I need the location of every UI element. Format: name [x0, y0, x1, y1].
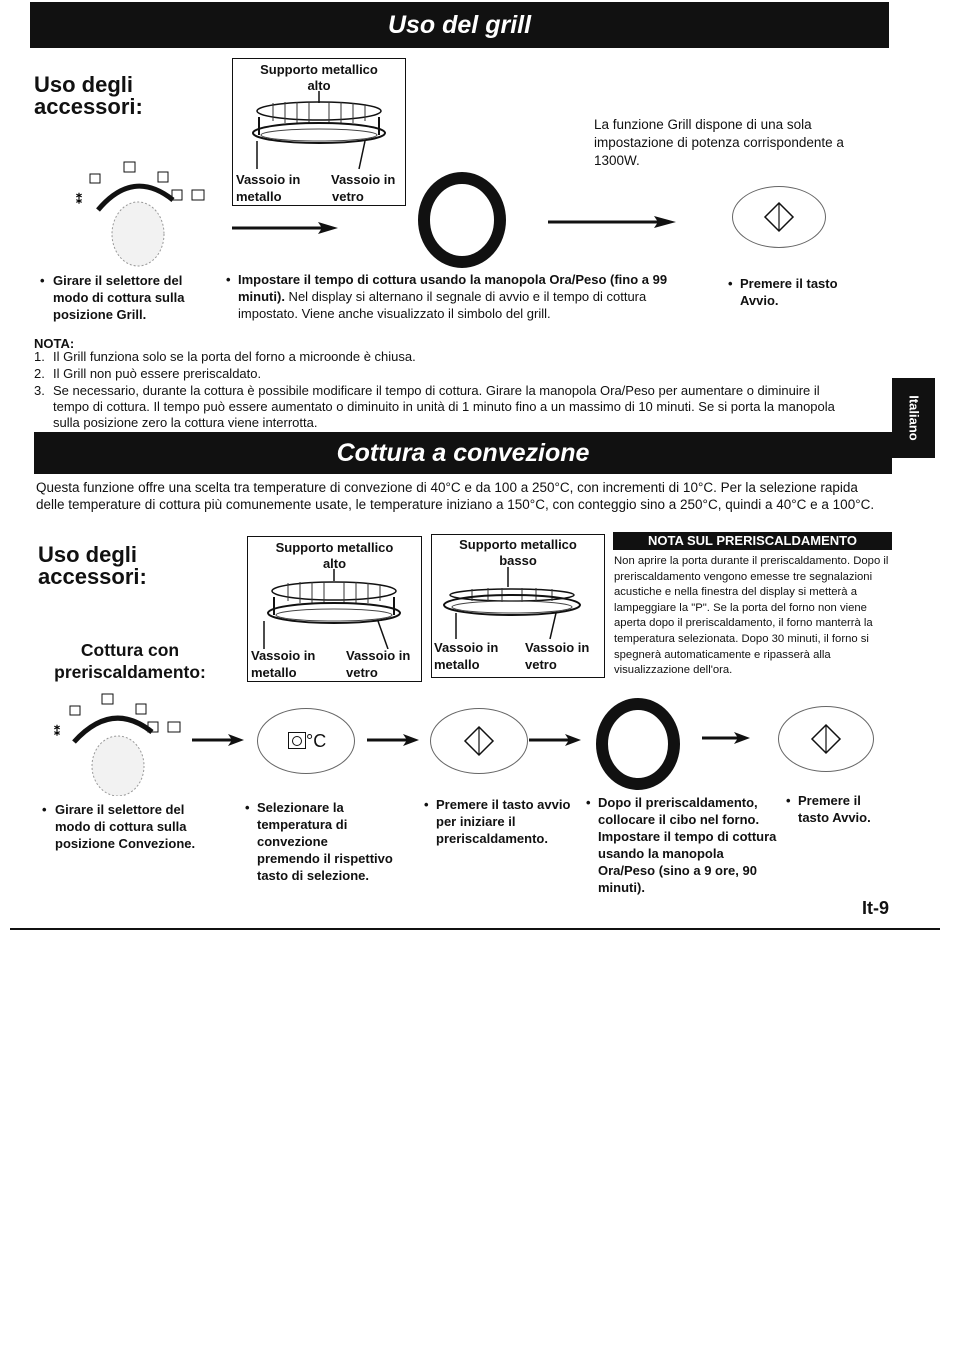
grill-rack-box	[232, 58, 406, 206]
grill-title: Uso del grill	[387, 11, 532, 39]
rack-title-line2: alto	[307, 78, 331, 93]
rack-high-illustration	[248, 569, 421, 649]
start-button[interactable]	[430, 708, 528, 774]
rack-high-label-glass-1: Vassoio in	[346, 648, 411, 663]
arrow-right-icon	[192, 732, 244, 748]
convection-step-3: • Premere il tasto avvio per iniziare il preriscaldamento.	[424, 796, 574, 847]
rack-high-label-glass	[346, 647, 410, 681]
arrow-right-icon	[702, 730, 750, 746]
rack-low-label-glass-1: Vassoio in	[525, 640, 590, 655]
convection-temp-label	[288, 731, 326, 751]
note-item-1-text: Il Grill funziona solo se la porta del forno a microonde è chiusa.	[53, 349, 416, 364]
arrow-right-icon	[548, 212, 676, 232]
svg-text:⁑: ⁑	[54, 725, 60, 739]
grill-step-2-text: Nel display si alternano il segnale di avvio e il tempo di cottura impostato. Viene anche visualizzato il simbolo del grill.	[238, 289, 647, 321]
note-item-2: 2. Il Grill non può essere preriscaldato.	[34, 366, 884, 382]
convection-step-4-text: Dopo il preriscaldamento, collocare il cibo nel forno. Impostare il tempo di cottura usando la manopola Ora/Peso (sino a 9 ore, 90 minuti).	[598, 795, 777, 895]
convection-title-banner	[34, 432, 892, 474]
start-diamond-icon	[779, 707, 873, 771]
rack-illustration	[233, 91, 405, 171]
mode-selector-dial-icon	[68, 158, 218, 268]
nota-label: NOTA:	[34, 336, 75, 351]
language-tab	[892, 378, 935, 458]
rack-low-label-glass-2: vetro	[525, 657, 557, 672]
start-button[interactable]	[778, 706, 874, 772]
convection-step-2-text: Selezionare la temperatura di convezione premendo il rispettivo tasto di selezione.	[257, 800, 393, 883]
arrow-right-icon	[529, 732, 581, 748]
convection-rack-low-box	[431, 534, 605, 678]
rack-title-line1: Supporto metallico	[260, 62, 378, 77]
rack-high-title	[248, 540, 421, 572]
grill-step-3-text: Premere il tasto Avvio.	[740, 276, 838, 308]
convection-step-3-text: Premere il tasto avvio per iniziare il preriscaldamento.	[436, 797, 571, 846]
rack-high-title-line1: Supporto metallico	[275, 540, 394, 555]
arrow-right-icon	[232, 218, 338, 238]
preheat-note-title-text: NOTA SUL PRERISCALDAMENTO	[648, 533, 857, 548]
rack-box-title	[233, 62, 405, 94]
start-diamond-icon	[431, 709, 527, 773]
rack-low-title-line2: basso	[499, 553, 537, 568]
svg-text:⁑: ⁑	[76, 193, 82, 207]
rack-high-label-metal-2: metallo	[251, 665, 297, 680]
preheat-note-text: Non aprire la porta durante il preriscaldamento. Dopo il preriscaldamento vengono emesse tre segnalazioni acustiche e nella finestra del display si metterà a lampeggiare la "P". Se la porta del forno non viene aperta dopo il preriscaldamento, il forno manterrà la temperatura selezionata. Dopo 30 minuti, il forno si spegnerà automaticamente e ripasserà alla visualizzazione dell'ora.	[614, 555, 889, 677]
note-item-2-text: Il Grill non può essere preriscaldato.	[53, 366, 262, 381]
convection-title: Cottura a convezione	[336, 439, 590, 467]
grill-step-1: • Girare il selettore del modo di cottura sulla posizione Grill.	[40, 272, 212, 323]
temp-unit: °C	[306, 731, 327, 751]
rack-low-title	[432, 537, 604, 569]
bottom-rule	[10, 928, 940, 930]
start-button[interactable]	[732, 186, 826, 248]
convection-step-2: • Selezionare la temperatura di convezione premendo il rispettivo tasto di selezione.	[245, 800, 393, 883]
arrow-right-icon	[367, 732, 419, 748]
rack-label-glass-2: vetro	[332, 189, 364, 204]
grill-title-banner	[30, 2, 889, 48]
rack-high-label-metal	[251, 647, 315, 681]
rack-high-label-metal-1: Vassoio in	[251, 648, 316, 663]
time-knob-icon[interactable]	[414, 172, 510, 268]
grill-step-2-bold: Impostare il tempo di cottura usando la manopola Ora/Peso (fino a 99 minuti).	[238, 272, 668, 304]
rack-low-label-metal-2: metallo	[434, 657, 480, 672]
rack-label-metal-1: Vassoio in	[236, 172, 301, 187]
convection-step-1-text: Girare il selettore del modo di cottura sulla posizione Convezione.	[55, 802, 196, 851]
rack-low-illustration	[432, 567, 604, 647]
preheat-note-title	[613, 532, 892, 550]
mode-selector-dial-icon	[50, 692, 200, 796]
convection-step-4: • Dopo il preriscaldamento, collocare il cibo nel forno. Impostare il tempo di cottura usando la manopola Ora/Peso (sino a 9 ore, 90 minuti).	[586, 794, 782, 896]
rack-low-label-glass	[525, 639, 589, 673]
temperature-button[interactable]	[257, 708, 355, 774]
rack-low-label-metal	[434, 639, 498, 673]
note-item-1: 1. Il Grill funziona solo se la porta del forno a microonde è chiusa.	[34, 349, 884, 365]
grill-step-3: • Premere il tasto Avvio.	[728, 275, 858, 309]
convection-rack-high-box	[247, 536, 422, 682]
convection-icon	[288, 732, 306, 749]
grill-intro: La funzione Grill dispone di una sola impostazione di potenza corrispondente a 1300W.	[594, 117, 844, 168]
convection-intro: Questa funzione offre una scelta tra temperature di convezione di 40°C e da 100 a 250°C, con incrementi di 10°C. Per la selezione rapida delle temperature di cottura più comunemente usate, le temperature iniziano a 150°C, con conteggio sino a 250°C, quindi a 40°C e a 100°C.	[36, 480, 875, 512]
page-number: It-9	[862, 898, 889, 918]
convection-step-1: • Girare il selettore del modo di cottura sulla posizione Convezione.	[42, 801, 210, 852]
grill-accessories-heading: Uso degli accessori:	[34, 72, 143, 119]
rack-low-label-metal-1: Vassoio in	[434, 640, 499, 655]
grill-step-1-text: Girare il selettore del modo di cottura sulla posizione Grill.	[53, 273, 185, 322]
rack-low-title-line1: Supporto metallico	[459, 537, 577, 552]
rack-label-glass-1: Vassoio in	[331, 172, 396, 187]
convection-step-5: • Premere il tasto Avvio.	[786, 792, 886, 826]
time-knob-icon[interactable]	[592, 698, 684, 790]
convection-accessories-heading: Uso degli accessori:	[38, 542, 147, 589]
rack-high-title-line2: alto	[322, 556, 347, 571]
grill-step-2: • Impostare il tempo di cottura usando la manopola Ora/Peso (fino a 99 minuti). Nel display si alternano il segnale di avvio e il tempo di cottura impostato. Viene anche visualizzato il simbolo del grill.	[226, 272, 668, 321]
rack-label-metal	[236, 171, 300, 205]
language-tab-label: Italiano	[906, 395, 921, 441]
rack-high-label-glass-2: vetro	[346, 665, 378, 680]
start-diamond-icon	[733, 187, 825, 247]
rack-label-glass	[331, 171, 395, 205]
note-item-3-text: Se necessario, durante la cottura è possibile modificare il tempo di cottura. Girare la manopola Ora/Peso per aumentare o diminuire il tempo di cottura. Il tempo può essere aumentato o diminuito in unità di 1 minuto fino a un massimo di 10 minuti. Se si porta la manopola sulla posizione zero la cottura viene interrotta.	[53, 383, 835, 430]
convection-step-5-text: Premere il tasto Avvio.	[798, 793, 871, 825]
preheat-heading: Cottura con preriscaldamento:	[54, 640, 206, 682]
rack-label-metal-2: metallo	[236, 189, 282, 204]
note-item-3: 3. Se necessario, durante la cottura è possibile modificare il tempo di cottura. Girare la manopola Ora/Peso per aumentare o diminuire il tempo di cottura. Il tempo può essere aumentato o diminuito in unità di 1 minuto fino a un massimo di 10 minuti. Se si porta la manopola sulla posizione zero la cottura viene interrotta.	[34, 383, 854, 431]
